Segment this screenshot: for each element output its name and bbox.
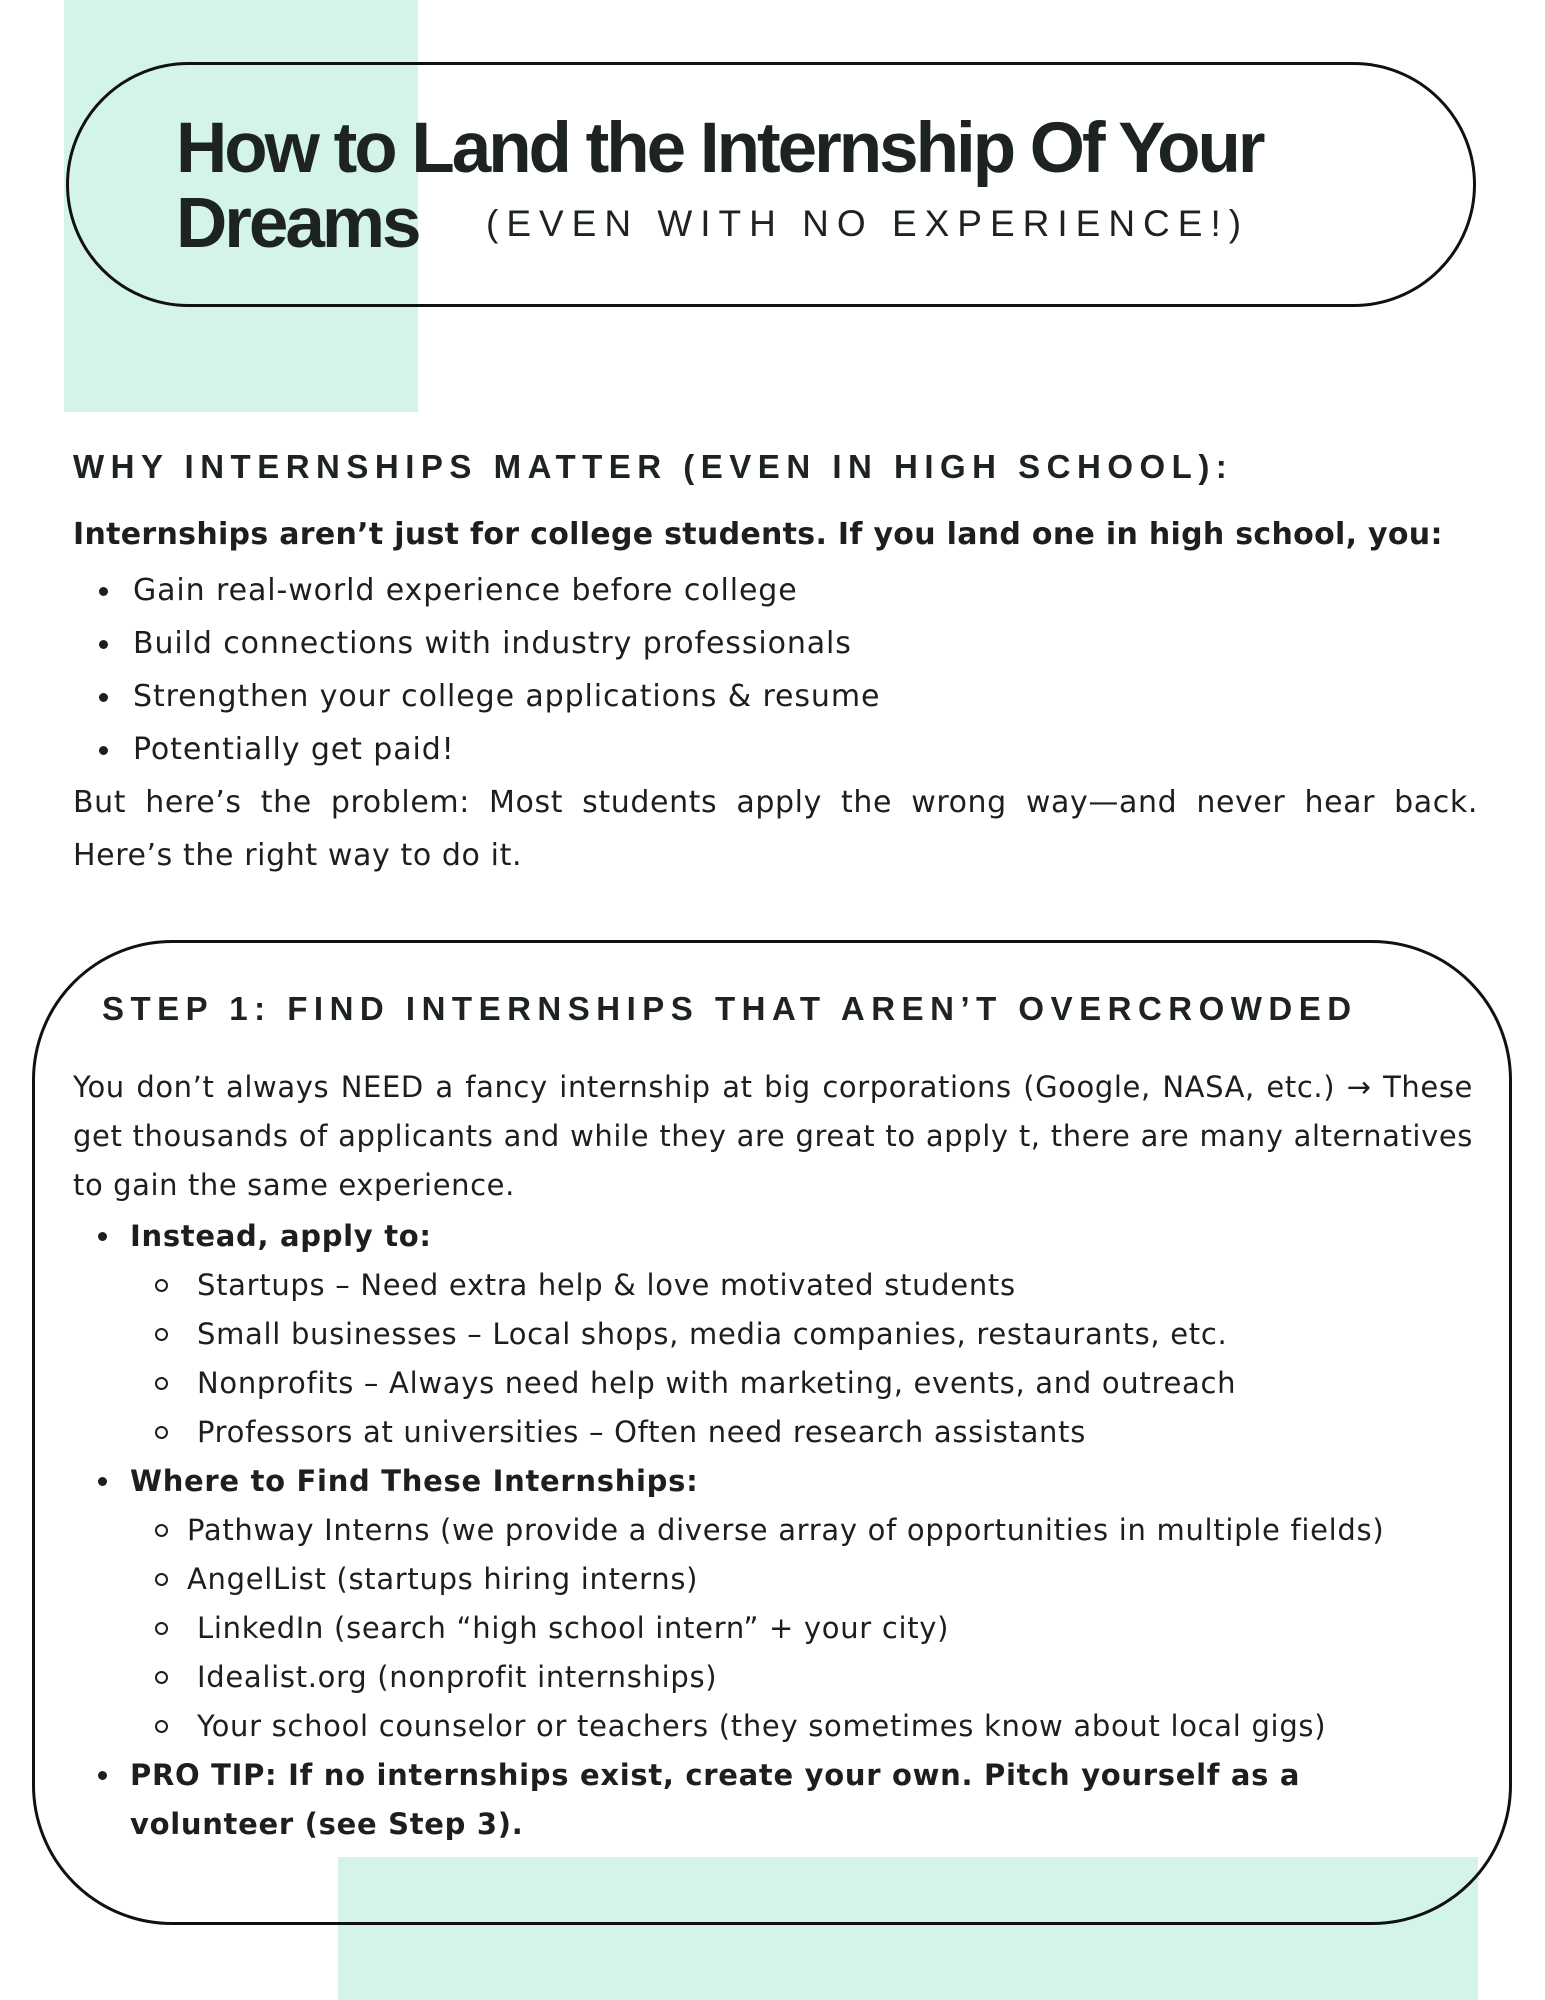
list-item: Professors at universities – Often need research assistants bbox=[73, 1408, 1473, 1457]
page-title-line1: How to Land the Internship Of Your bbox=[176, 109, 1263, 188]
page-subtitle: (EVEN WITH NO EXPERIENCE!) bbox=[486, 203, 1250, 244]
pro-tip: PRO TIP: If no internships exist, create your own. Pitch yourself as a volunteer (see Step 3). bbox=[73, 1751, 1473, 1849]
where-label: Where to Find These Internships: bbox=[130, 1464, 699, 1498]
list-item: AngelList (startups hiring interns) bbox=[73, 1555, 1473, 1604]
where-bullet bbox=[73, 1457, 1473, 1506]
list-item: Build connections with industry professionals bbox=[73, 617, 880, 670]
apply-label: Instead, apply to: bbox=[130, 1219, 432, 1253]
apply-bullet bbox=[73, 1212, 1473, 1261]
why-problem-text: But here’s the problem: Most students apply the wrong way—and never hear back. Here’s the right way to do it. bbox=[73, 785, 1478, 873]
page-title-line2: Dreams bbox=[176, 184, 419, 263]
step1-heading: STEP 1: FIND INTERNSHIPS THAT AREN’T OVERCROWDED bbox=[102, 990, 1358, 1027]
step1-intro: You don’t always NEED a fancy internship at big corporations (Google, NASA, etc.) → These get thousands of applicants and while they are great to apply t, there are many alternatives to gain the same experience. bbox=[73, 1070, 1473, 1202]
list-item: Potentially get paid! bbox=[73, 723, 880, 776]
why-intro: Internships aren’t just for college students. If you land one in high school, you: bbox=[73, 517, 1443, 552]
list-item: Pathway Interns (we provide a diverse array of opportunities in multiple fields) bbox=[73, 1506, 1473, 1555]
list-item: Idealist.org (nonprofit internships) bbox=[73, 1653, 1473, 1702]
why-bullet-list bbox=[73, 564, 880, 776]
step1-list bbox=[73, 1212, 1473, 1849]
list-item: Gain real-world experience before college bbox=[73, 564, 880, 617]
list-item: Strengthen your college applications & resume bbox=[73, 670, 880, 723]
list-item: Your school counselor or teachers (they sometimes know about local gigs) bbox=[73, 1702, 1473, 1751]
list-item: LinkedIn (search “high school intern” + your city) bbox=[73, 1604, 1473, 1653]
why-section-heading: WHY INTERNSHIPS MATTER (EVEN IN HIGH SCHOOL): bbox=[73, 448, 1234, 485]
list-item: Nonprofits – Always need help with marketing, events, and outreach bbox=[73, 1359, 1473, 1408]
list-item: Small businesses – Local shops, media companies, restaurants, etc. bbox=[73, 1310, 1473, 1359]
list-item: Startups – Need extra help & love motivated students bbox=[73, 1261, 1473, 1310]
